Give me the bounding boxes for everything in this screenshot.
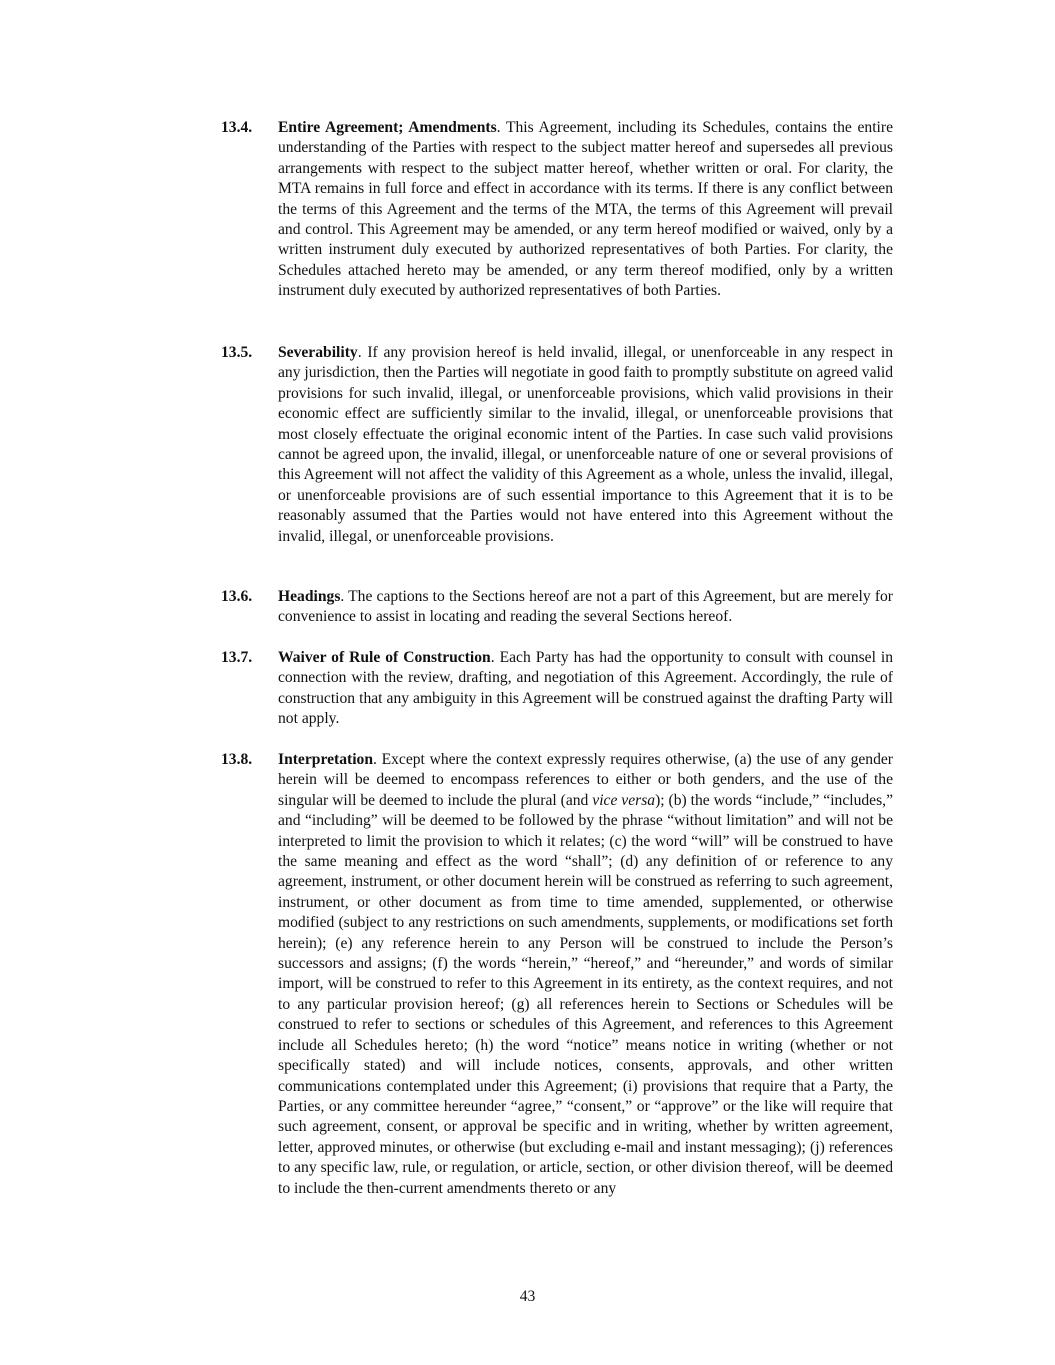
section-number: 13.7.: [221, 649, 253, 666]
section-text-italic: vice versa: [592, 791, 656, 809]
section-title: Headings: [278, 588, 341, 605]
section-text: . Except where the context expressly requires otherwise, (a) the use of any gender herein will be deemed to encompass references to either or both genders, and the use of the singular will be deemed to include the plural (and: [278, 751, 893, 809]
section-body: [278, 118, 893, 302]
section-body: [278, 587, 893, 628]
section-13-8: [221, 750, 893, 1199]
page-number: 43: [519, 1288, 536, 1305]
section-body: [278, 343, 893, 547]
section-title: Interpretation: [278, 751, 373, 768]
section-13-5: [221, 343, 893, 547]
section-title: Severability: [278, 344, 358, 361]
section-number: 13.6.: [221, 588, 253, 605]
section-13-7: [221, 648, 893, 730]
section-13-4: [221, 118, 893, 302]
section-number: 13.4.: [221, 119, 253, 136]
section-title: Waiver of Rule of Construction: [278, 649, 491, 666]
section-number: 13.5.: [221, 344, 253, 361]
section-text: . If any provision hereof is held invalid, illegal, or unenforceable in any respect in any jurisdiction, then the Parties will negotiate in good faith to promptly substitute on agreed valid provisions for such invalid, illegal, or unenforceable provisions, which valid provisions in their economic effect are sufficiently similar to the invalid, illegal, or unenforceable provisions that most closely effectuate the original economic intent of the Parties. In case such valid provisions cannot be agreed upon, the invalid, illegal, or unenforceable nature of one or several provisions of this Agreement will not affect the validity of this Agreement as a whole, unless the invalid, illegal, or unenforceable provisions are of such essential importance to this Agreement that it is to be reasonably assumed that the Parties would not have entered into this Agreement without the invalid, illegal, or unenforceable provisions.: [278, 344, 893, 545]
section-text: ); (b) the words “include,” “includes,” and “including” will be deemed to be followed by the phrase “without limitation” and will not be interpreted to limit the provision to which it relates; (c) the word “will” will be construed to have the same meaning and effect as the word “shall”; (d) any definition of or reference to any agreement, instrument, or other document herein will be construed as referring to such agreement, instrument, or other document as from time to time amended, supplemented, or otherwise modified (subject to any restrictions on such amendments, supplements, or modifications set forth herein); (e) any reference herein to any Person will be construed to include the Person’s successors and assigns; (f) the words “herein,” “hereof,” and “hereunder,” and words of similar import, will be construed to refer to this Agreement in its entirety, as the context requires, and not to any particular provision hereof; (g) all references herein to Sections or Schedules will be construed to refer to sections or schedules of this Agreement, and references to this Agreement include all Schedules hereto; (h) the word “notice” means notice in writing (whether or not specifically stated) and will include notices, consents, approvals, and other written communications contemplated under this Agreement; (i) provisions that require that a Party, the Parties, or any committee hereunder “agree,” “consent,” or “approve” or the like will require that such agreement, consent, or approval be specific and in writing, whether by written agreement, letter, approved minutes, or otherwise (but excluding e-mail and instant messaging); (j) references to any specific law, rule, or regulation, or article, section, or other division thereof, will be deemed to include the then-current amendments thereto or any: [278, 791, 893, 1197]
section-title: Entire Agreement; Amendments: [278, 119, 497, 136]
section-text: . The captions to the Sections hereof are not a part of this Agreement, but are merely for convenience to assist in locating and reading the several Sections hereof.: [278, 588, 893, 626]
section-text: . Each Party has had the opportunity to consult with counsel in connection with the review, drafting, and negotiation of this Agreement. Accordingly, the rule of construction that any ambiguity in this Agreement will be construed against the drafting Party will not apply.: [278, 649, 893, 728]
section-text: . This Agreement, including its Schedules, contains the entire understanding of the Parties with respect to the subject matter hereof and supersedes all previous arrangements with respect to the subject matter hereof, whether written or oral. For clarity, the MTA remains in full force and effect in accordance with its terms. If there is any conflict between the terms of this Agreement and the terms of the MTA, the terms of this Agreement will prevail and control. This Agreement may be amended, or any term hereof modified or waived, only by a written instrument duly executed by authorized representatives of both Parties. For clarity, the Schedules attached hereto may be amended, or any term thereof modified, only by a written instrument duly executed by authorized representatives of both Parties.: [278, 119, 893, 300]
section-body: [278, 750, 893, 1199]
section-body: [278, 648, 893, 730]
section-number: 13.8.: [221, 751, 253, 768]
section-13-6: [221, 587, 893, 628]
